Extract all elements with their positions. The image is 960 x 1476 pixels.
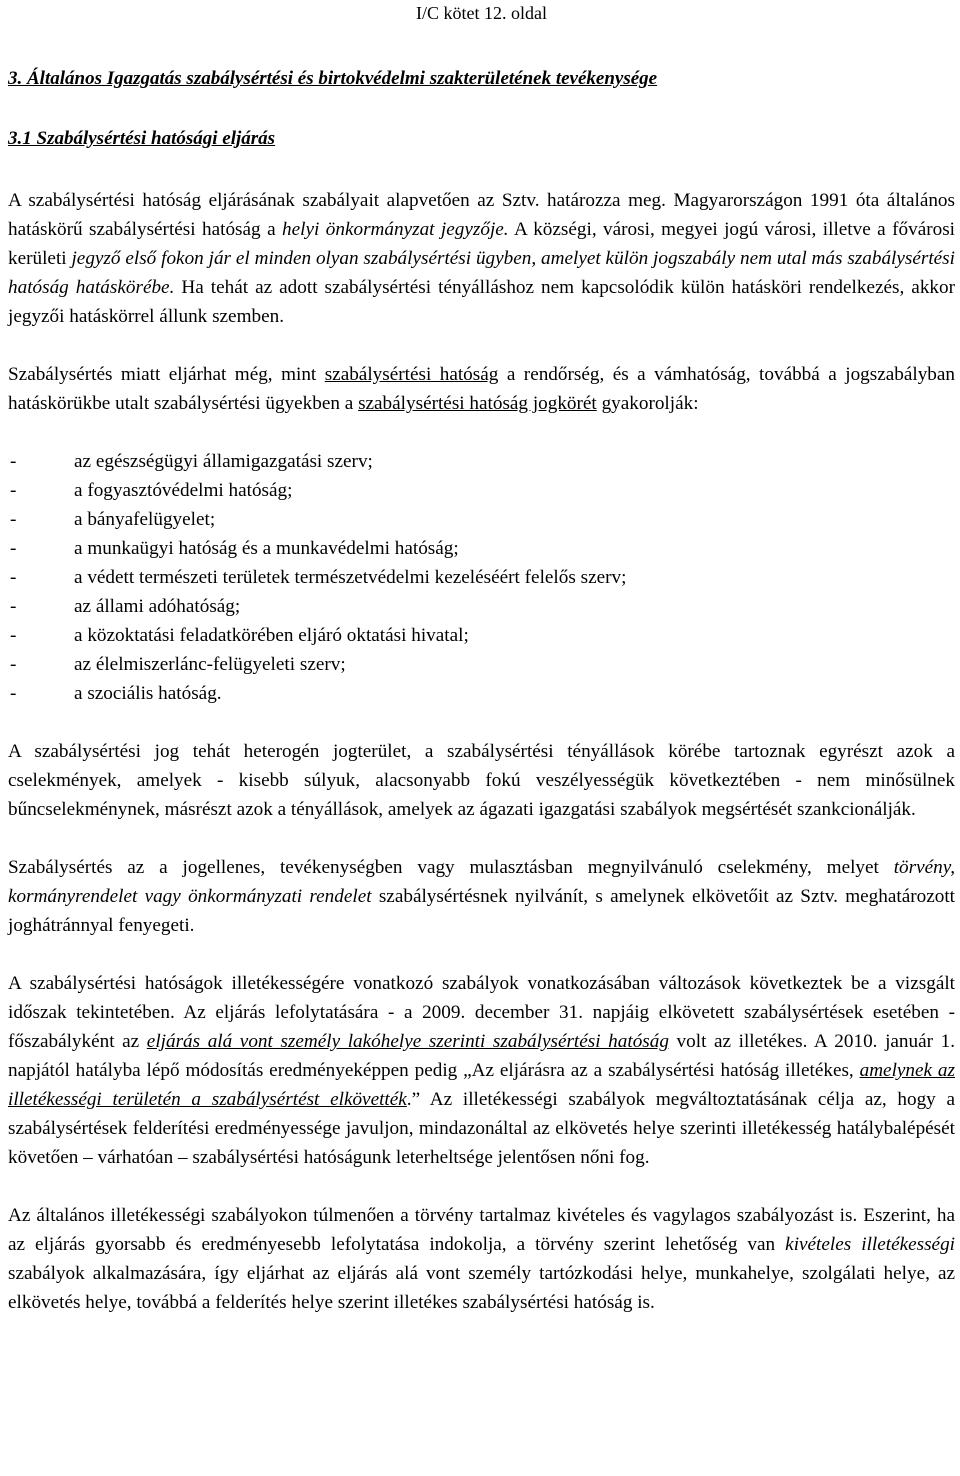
text-run: szabálysértésnek nyilvánít, s amelynek elkövetőit az Sztv. meghatározott joghátránnyal fenyegeti.: [8, 886, 955, 936]
italic-run: kivételes illetékességi: [785, 1234, 955, 1255]
list-item-text: az élelmiszerlánc-felügyeleti szerv;: [74, 654, 346, 675]
paragraph-exceptional-competence: [8, 1201, 955, 1317]
text-run: .” Az illetékességi szabályok megváltoztatásának célja az, hogy a szabálysértések felderítési eredményessége javuljon, mindazonáltal az elkövetés helye szerinti illetékesség hatálybalépését követően – várhatóan – szabálysértési hatóságunk leterheltsége jelentősen nőni fog.: [8, 1089, 955, 1168]
list-item: [8, 592, 955, 621]
dash-bullet: -: [10, 567, 17, 588]
page-header: I/C kötet 12. oldal: [416, 3, 547, 23]
dash-bullet: -: [10, 596, 17, 617]
dash-bullet: -: [10, 654, 17, 675]
italic-underlined-run: eljárás alá vont személy lakóhelye szerinti szabálysértési hatóság: [146, 1031, 669, 1052]
paragraph-competence-changes: [8, 969, 955, 1172]
list-item-text: a munkaügyi hatóság és a munkavédelmi hatóság;: [74, 538, 459, 559]
italic-run: jegyző első fokon jár el minden olyan szabálysértési ügyben, amelyet külön jogszabály nem utal más szabálysértési hatóság hatáskörébe.: [8, 248, 955, 298]
subsection-heading: 3.1 Szabálysértési hatósági eljárás: [8, 128, 276, 149]
list-item-text: a közoktatási feladatkörében eljáró oktatási hivatal;: [74, 625, 469, 646]
list-item: [8, 505, 955, 534]
list-item: [8, 679, 955, 708]
dash-bullet: -: [10, 683, 17, 704]
list-item: [8, 476, 955, 505]
list-item-text: a fogyasztóvédelmi hatóság;: [74, 480, 293, 501]
document-page: [8, 0, 955, 1317]
italic-run: törvény, kormányrendelet vagy önkormányzati rendelet: [8, 857, 955, 907]
list-item-text: az állami adóhatóság;: [74, 596, 241, 617]
list-item: [8, 650, 955, 679]
dash-bullet: -: [10, 480, 17, 501]
text-run: a rendőrség, és a vámhatóság, továbbá a jogszabályban hatáskörükbe utalt szabálysértési ügyekben a: [8, 364, 955, 414]
authority-list: [8, 447, 955, 708]
italic-run: helyi önkormányzat jegyzője.: [282, 219, 509, 240]
text-run: volt az illetékes. A 2010. január 1. napjától hatályba lépő módosítás eredményeképpen pedig „Az eljárásra az a szabálysértési hatóság illetékes,: [8, 1031, 955, 1081]
list-item-text: a bányafelügyelet;: [74, 509, 216, 530]
dash-bullet: -: [10, 538, 17, 559]
text-run: A községi, városi, megyei jogú városi, illetve a fővárosi kerületi: [8, 219, 956, 269]
paragraph-definition: [8, 853, 955, 940]
text-run: A szabálysértési hatóság eljárásának szabályait alapvetően az Sztv. határozza meg. Magyarországon 1991 óta általános hatáskörű szabálysértési hatóság a: [8, 190, 955, 240]
text-run: szabályok alkalmazására, így eljárhat az eljárás alá vont személy tartózkodási helye, munkahelye, szolgálati helye, az elkövetés helye, továbbá a felderítés helye szerint illetékes szabálysértési hatóság is.: [8, 1263, 955, 1313]
dash-bullet: -: [10, 509, 17, 530]
italic-underlined-run: amelynek az illetékességi területén a szabálysértést elkövették: [8, 1060, 955, 1110]
section-heading: 3. Általános Igazgatás szabálysértési és birtokvédelmi szakterületének tevékenysége: [8, 68, 658, 89]
underlined-run: szabálysértési hatóság jogkörét: [358, 393, 597, 414]
list-item: [8, 621, 955, 650]
text-run: Szabálysértés az a jogellenes, tevékenységben vagy mulasztásban megnyilvánuló cselekmény, melyet: [8, 857, 894, 878]
list-item: [8, 534, 955, 563]
list-item-text: az egészségügyi államigazgatási szerv;: [74, 451, 373, 472]
list-item: [8, 447, 955, 476]
list-item-text: a szociális hatóság.: [74, 683, 222, 704]
dash-bullet: -: [10, 625, 17, 646]
paragraph-other-authorities: [8, 360, 955, 418]
dash-bullet: -: [10, 451, 17, 472]
list-item-text: a védett természeti területek természetvédelmi kezeléséért felelős szerv;: [74, 567, 627, 588]
text-run: Ha tehát az adott szabálysértési tényálláshoz nem kapcsolódik külön hatásköri rendelkezés, akkor jegyzői hatáskörrel állunk szemben.: [8, 277, 955, 327]
paragraph-heterogeneous-law: A szabálysértési jog tehát heterogén jogterület, a szabálysértési tényállások körébe tartoznak egyrészt azok a cselekmények, amelyek - kisebb súlyuk, alacsonyabb fokú veszélyességük következtében - nem minősülnek bűncselekménynek, másrészt azok a tényállások, amelyek az ágazati igazgatási szabályok megsértését szankcionálják.: [8, 741, 955, 820]
text-run: Az általános illetékességi szabályokon túlmenően a törvény tartalmaz kivételes és vagylagos szabályozást is. Eszerint, ha az eljárás gyorsabb és eredményesebb lefolytatása indokolja, a törvény szerint lehetőség van: [8, 1205, 955, 1255]
underlined-run: szabálysértési hatóság: [324, 364, 499, 385]
paragraph-jurisdiction: [8, 186, 955, 331]
text-run: A szabálysértési hatóságok illetékességére vonatkozó szabályok vonatkozásában változások következtek be a vizsgált időszak tekintetében. Az eljárás lefolytatására - a 2009. december 31. napjáig elkövetett szabálysértések esetében - főszabályként az: [8, 973, 955, 1052]
list-item: [8, 563, 955, 592]
text-run: Szabálysértés miatt eljárhat még, mint: [8, 364, 325, 385]
text-run: gyakorolják:: [596, 393, 699, 414]
